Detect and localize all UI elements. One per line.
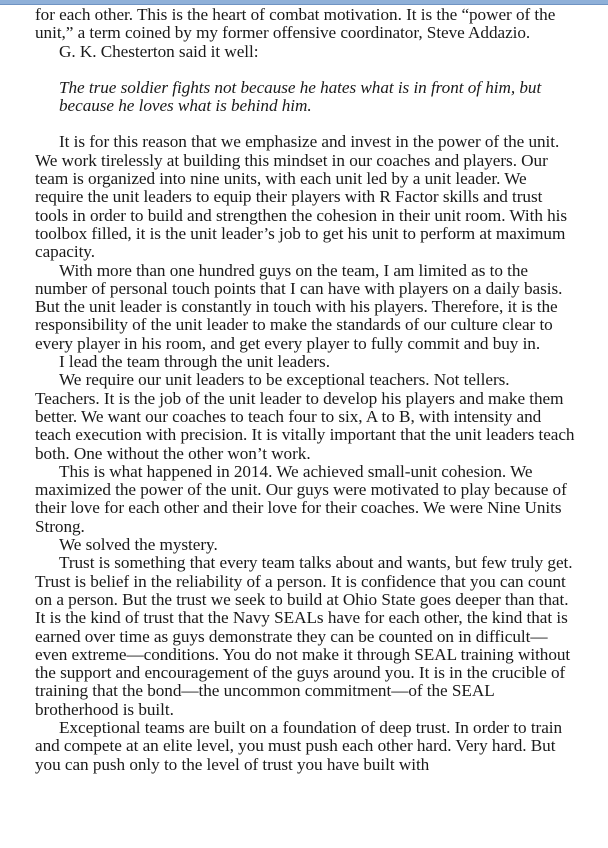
block-quote: The true soldier fights not because he hates what is in front of him, but because he loves what is behind him. (59, 77, 542, 116)
paragraph-teachers: We require our unit leaders to be exceptional teachers. Not tellers. Teachers. It is the job of the unit leader to develop his players and make them better. We want our coaches to teach four to six, A to B, with intensity and teach execution with precision. It is vitally important that the unit leaders teach both. One without the other won’t work. (35, 370, 575, 463)
paragraph-lead-team: I lead the team through the unit leaders. (59, 352, 330, 372)
paragraph-touch-points: With more than one hundred guys on the team, I am limited as to the number of personal touch points that I can have with players on a daily basis. But the unit leader is constantly in touch with his players. Therefore, it is the responsibility of the unit leader to make the standards of our culture clear to every player in his room, and get every player to fully commit and buy in. (35, 260, 563, 353)
paragraph-continuation: for each other. This is the heart of combat motivation. It is the “power of the unit,” a term coined by my former offensive coordinator, Steve Addazio. (35, 5, 556, 43)
paragraph-power-of-unit: It is for this reason that we emphasize and invest in the power of the unit. We work tirelessly at building this mindset in our coaches and players. Our team is organized into nine units, with each unit led by a unit leader. We require the unit leaders to equip their players with R Factor skills and trust tools in order to build and strengthen the cohesion in their unit room. With his toolbox filled, it is the unit leader’s job to get his unit to perform at maximum capacity. (35, 132, 568, 262)
paragraph-2014: This is what happened in 2014. We achieved small-unit cohesion. We maximized the power of the unit. Our guys were motivated to play because of their love for each other and their love for their coaches. We were Nine Units Strong. (35, 461, 567, 536)
paragraph-exceptional-teams: Exceptional teams are built on a foundation of deep trust. In order to train and compete at an elite level, you must push each other hard. Very hard. But you can push only to the level of trust you have built with (35, 717, 563, 774)
paragraph-mystery: We solved the mystery. (59, 535, 218, 555)
paragraph-chesterton-intro: G. K. Chesterton said it well: (59, 41, 259, 61)
document-page (35, 6, 575, 774)
paragraph-trust: Trust is something that every team talks about and wants, but few truly get. Trust is belief in the reliability of a person. It is confidence that you can count on a person. But the trust we seek to build at Ohio State goes deeper than that. It is the kind of trust that the Navy SEALs have for each other, the kind that is earned over time as guys demonstrate they can be counted on in difficult—even extreme—conditions. You do not make it through SEAL training without the support and encouragement of the guys around you. It is in the crucible of training that the bond—the uncommon commitment—of the SEAL brotherhood is built. (35, 553, 573, 719)
